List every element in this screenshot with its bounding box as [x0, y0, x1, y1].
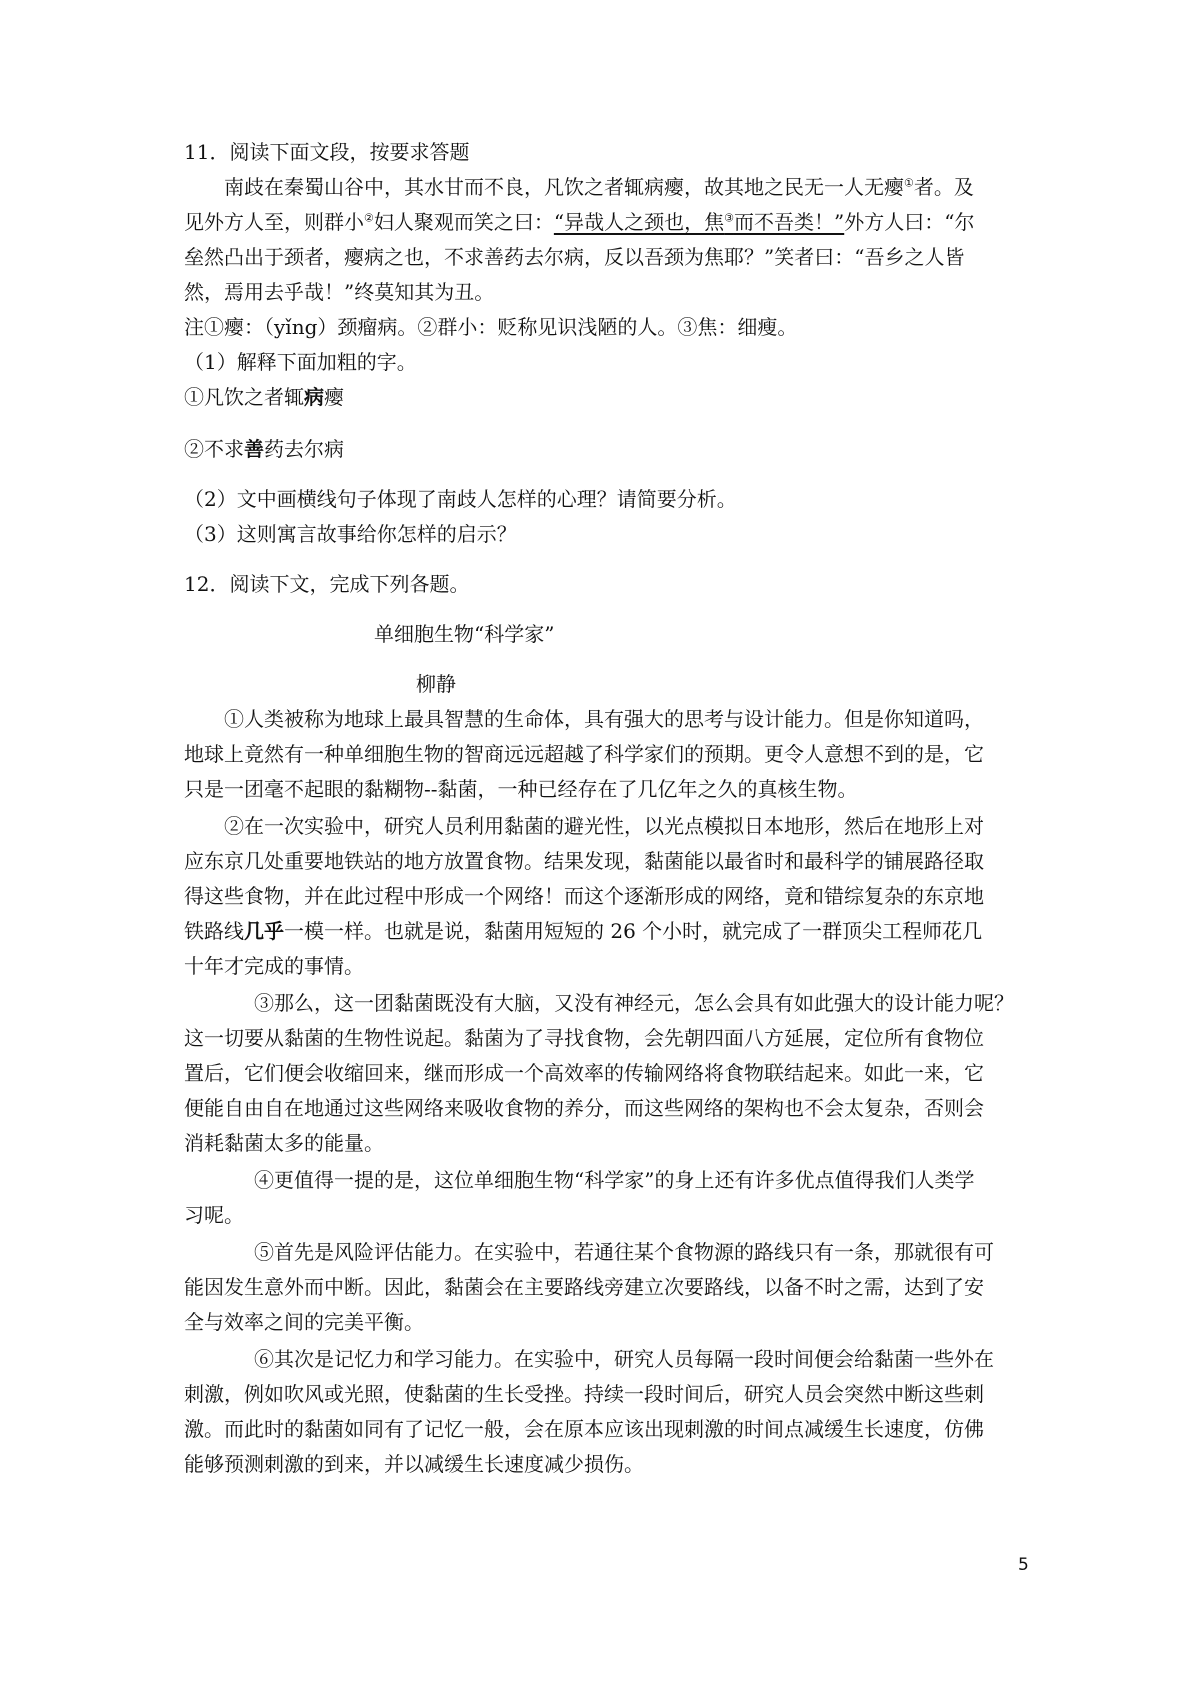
paragraph-3-line: ③那么，这一团黏菌既没有大脑，又没有神经元，怎么会具有如此强大的设计能力呢？: [254, 991, 1014, 1015]
paragraph-6-line: 激。而此时的黏菌如同有了记忆一般，会在原本应该出现刺激的时间点减缓生长速度，仿佛: [184, 1417, 984, 1441]
paragraph-2-line: 得这些食物，并在此过程中形成一个网络！而这个逐渐形成的网络，竟和错综复杂的东京地: [184, 884, 984, 908]
paragraph-1-line: ①人类被称为地球上最具智慧的生命体，具有强大的思考与设计能力。但是你知道吗，: [224, 707, 984, 731]
paragraph-6-line: 能够预测刺激的到来，并以减缓生长速度减少损伤。: [184, 1452, 644, 1476]
q11-passage-line-2: 见外方人至，则群小②妇人聚观而笑之曰：“异哉人之颈也，焦③而不吾类！”外方人曰：“尔: [184, 210, 975, 234]
paragraph-2-line: 十年才完成的事情。: [184, 954, 364, 978]
q11-heading: 11．阅读下面文段，按要求答题: [184, 140, 470, 164]
q12-heading: 12．阅读下文，完成下列各题。: [184, 572, 470, 596]
article-author: 柳静: [416, 672, 456, 696]
paragraph-4-line: 习呢。: [184, 1203, 244, 1227]
paragraph-6-line: ⑥其次是记忆力和学习能力。在实验中，研究人员每隔一段时间便会给黏菌一些外在: [254, 1347, 994, 1371]
paragraph-6-line: 刺激，例如吹风或光照，使黏菌的生长受挫。持续一段时间后，研究人员会突然中断这些刺: [184, 1382, 984, 1406]
page-number: 5: [1018, 1555, 1029, 1575]
q11-note: 注①瘿：（yǐng）颈瘤病。②群小：贬称见识浅陋的人。③焦：细瘦。: [184, 315, 798, 339]
paragraph-2-line: 应东京几处重要地铁站的地方放置食物。结果发现，黏菌能以最省时和最科学的铺展路径取: [184, 849, 984, 873]
paragraph-3-line: 置后，它们便会收缩回来，继而形成一个高效率的传输网络将食物联结起来。如此一来，它: [184, 1061, 984, 1085]
paragraph-5-line: ⑤首先是风险评估能力。在实验中，若通往某个食物源的路线只有一条，那就很有可: [254, 1240, 994, 1264]
underlined-sentence: “异哉人之颈也，焦③而不吾类！”: [553, 210, 845, 234]
q11-sub-question-1: （1）解释下面加粗的字。: [184, 350, 417, 374]
q11-sub-question-3: （3）这则寓言故事给你怎样的启示？: [184, 522, 517, 546]
q11-sub-question-2: （2）文中画横线句子体现了南歧人怎样的心理？请简要分析。: [184, 487, 737, 511]
paragraph-3-line: 便能自由自在地通过这些网络来吸收食物的养分，而这些网络的架构也不会太复杂，否则会: [184, 1096, 984, 1120]
paragraph-2-line: ②在一次实验中，研究人员利用黏菌的避光性，以光点模拟日本地形，然后在地形上对: [224, 814, 984, 838]
article-title: 单细胞生物“科学家”: [374, 622, 555, 646]
q11-passage-line-3: 垒然凸出于颈者，瘿病之也，不求善药去尔病，反以吾颈为焦耶？”笑者曰：“吾乡之人皆: [184, 245, 965, 269]
paragraph-4-line: ④更值得一提的是，这位单细胞生物“科学家”的身上还有许多优点值得我们人类学: [254, 1168, 975, 1192]
q11-passage-line-4: 然，焉用去乎哉！”终莫知其为丑。: [184, 280, 495, 304]
q11-passage-line-1: 南歧在秦蜀山谷中，其水甘而不良，凡饮之者辄病瘿，故其地之民无一人无瘿①者。及: [224, 175, 974, 199]
paragraph-1-line: 地球上竟然有一种单细胞生物的智商远远超越了科学家们的预期。更令人意想不到的是，它: [184, 742, 984, 766]
paragraph-1-line: 只是一团毫不起眼的黏糊物--黏菌，一种已经存在了几亿年之久的真核生物。: [184, 777, 858, 801]
paragraph-5-line: 全与效率之间的完美平衡。: [184, 1310, 424, 1334]
q11-item-2: ②不求善药去尔病: [184, 437, 344, 461]
q11-item-1: ①凡饮之者辄病瘿: [184, 385, 344, 409]
paragraph-5-line: 能因发生意外而中断。因此，黏菌会在主要路线旁建立次要路线，以备不时之需，达到了安: [184, 1275, 984, 1299]
paragraph-2-line-bold: 铁路线几乎一模一样。也就是说，黏菌用短短的 26 个小时，就完成了一群顶尖工程师花几: [184, 919, 983, 943]
paragraph-3-line: 消耗黏菌太多的能量。: [184, 1131, 384, 1155]
paragraph-3-line: 这一切要从黏菌的生物性说起。黏菌为了寻找食物，会先朝四面八方延展，定位所有食物位: [184, 1026, 984, 1050]
